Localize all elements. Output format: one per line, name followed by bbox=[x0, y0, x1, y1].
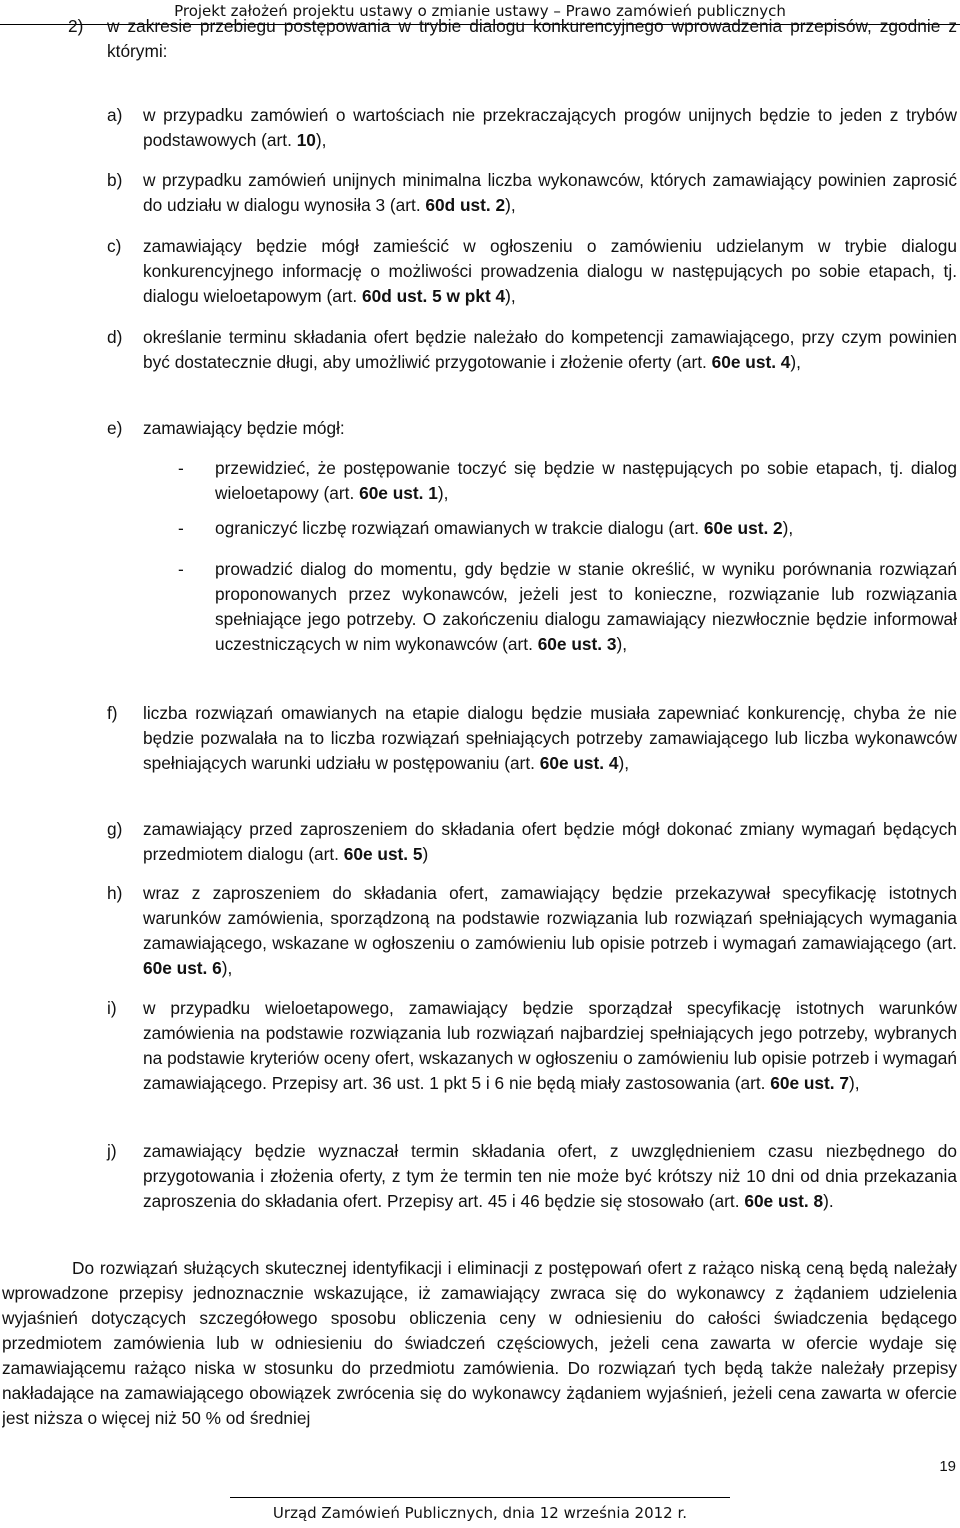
subpoint-2-text: ograniczyć liczbę rozwiązań omawianych w trakcie dialogu (art. 60e ust. 2), bbox=[215, 518, 794, 538]
subpoint-2-marker: - bbox=[178, 518, 184, 538]
subpoint-1-marker: - bbox=[178, 458, 184, 478]
point-b-text: w przypadku zamówień unijnych minimalna liczba wykonawców, których zamawiający powinien zaprosić do udziału w dialogu wynosiła 3 (art. 60d ust. 2), bbox=[143, 170, 957, 215]
point-e-marker: e) bbox=[107, 418, 123, 438]
subpoint-3-text: prowadzić dialog do momentu, gdy będzie w stanie określić, w wyniku porównania rozwiązań proponowanych przez wykonawców, jeżeli jest to konieczne, rozwiązanie lub rozwiązania spełniające jego potrzeby. O zakończeniu dialogu zamawiający niezwłocznie będzie informował uczestniczących w nim wykonawców (art. 60e ust. 3), bbox=[215, 559, 957, 654]
point-j-marker: j) bbox=[107, 1141, 117, 1161]
point-d-text: określanie terminu składania ofert będzie należało do kompetencji zamawiającego, przy czym powinien być dostatecznie długi, aby umożliwić przygotowanie i złożenie oferty (art. 60e ust. 4), bbox=[143, 327, 957, 372]
point-h-marker: h) bbox=[107, 883, 123, 903]
point-c-marker: c) bbox=[107, 236, 122, 256]
point-a-marker: a) bbox=[107, 105, 123, 125]
point-b-marker: b) bbox=[107, 170, 123, 190]
point-c-text: zamawiający będzie mógł zamieścić w ogłoszeniu o zamówieniu udzielanym w trybie dialogu konkurencyjnego informację o możliwości prowadzenia dialogu w następujących po sobie etapach, tj. dialogu wieloetapowym (art. 60d ust. 5 w pkt 4), bbox=[143, 236, 957, 306]
footer-text: Urząd Zamówień Publicznych, dnia 12 września 2012 r. bbox=[272, 1504, 688, 1522]
point-i-marker: i) bbox=[107, 998, 117, 1018]
point-i-text: w przypadku wieloetapowego, zamawiający będzie sporządzał specyfikację istotnych warunków zamówienia na podstawie rozwiązania lub rozwiązań najbardziej spełniających jego potrzeby, wybranych na podstawie kryteriów oceny ofert, wskazanych w ogłoszeniu o zamówieniu lub opisie potrzeb i wymagań zamawiającego. Przepisy art. 36 ust. 1 pkt 5 i 6 nie będą miały zastosowania (art. 60e ust. 7), bbox=[143, 998, 957, 1093]
item-2-marker: 2) bbox=[68, 16, 84, 36]
point-h-text: wraz z zaproszeniem do składania ofert, zamawiający będzie przekazywał specyfikację istotnych warunków zamówienia, sporządzoną na podstawie rozwiązania lub rozwiązań spełniających wymagania zamawiającego, wskazane w ogłoszeniu o zamówieniu lub opisie potrzeb i wymagań zamawiającego (art. 60e ust. 6), bbox=[143, 883, 957, 978]
point-d-marker: d) bbox=[107, 327, 123, 347]
point-a-text: w przypadku zamówień o wartościach nie przekraczających progów unijnych będzie to jeden z trybów podstawowych (art. 10), bbox=[143, 105, 957, 150]
footer-rule bbox=[230, 1497, 730, 1498]
closing-paragraph: Do rozwiązań służących skutecznej identyfikacji i eliminacji z postępowań ofert z rażąco niską ceną będą należały wprowadzone przepisy jednoznacznie wskazujące, iż zamawiający zwraca się do wykonawcy z żądaniem udzielenia wyjaśnień dotyczących szczegółowego sposobu obliczenia ceny w odniesieniu do całości świadczenia będącego przedmiotem zamówienia lub w odniesieniu do świadczeń częściowych, jeżeli cena zawarta w ofercie wydaje się zamawiającemu rażąco niska w stosunku do przedmiotu zamówienia. Do rozwiązań tych będą także należały przepisy nakładające na zamawiającego obowiązek zwrócenia się do wykonawcy żądaniem wyjaśnień, jeżeli cena zawarta w ofercie jest niższa o więcej niż 50 % od średniej bbox=[2, 1258, 957, 1428]
page-number: 19 bbox=[939, 1458, 956, 1475]
subpoint-3-marker: - bbox=[178, 559, 184, 579]
point-f-text: liczba rozwiązań omawianych na etapie dialogu będzie musiała zapewniać konkurencję, chyba że nie będzie pozwalała na to liczba rozwiązań spełniających potrzeby zamawiającego lub liczba wykonawców spełniających warunki udziału w postępowaniu (art. 60e ust. 4), bbox=[143, 703, 957, 773]
point-e-text: zamawiający będzie mógł: bbox=[143, 418, 345, 438]
subpoint-1-text: przewidzieć, że postępowanie toczyć się będzie w następujących po sobie etapach, tj. dialog wieloetapowy (art. 60e ust. 1), bbox=[215, 458, 957, 503]
point-f-marker: f) bbox=[107, 703, 118, 723]
point-j-text: zamawiający będzie wyznaczał termin składania ofert, z uwzględnieniem czasu niezbędnego do przygotowania i złożenia oferty, z tym że termin ten nie może być krótszy niż 10 dni od dnia przekazania zaproszenia do składania ofert. Przepisy art. 45 i 46 będzie się stosowało (art. 60e ust. 8). bbox=[143, 1141, 957, 1211]
running-header: Projekt założeń projektu ustawy o zmianie ustawy – Prawo zamówień publicznych bbox=[174, 2, 786, 20]
point-g-text: zamawiający przed zaproszeniem do składania ofert będzie mógł dokonać zmiany wymagań będących przedmiotem dialogu (art. 60e ust. 5) bbox=[143, 819, 957, 864]
item-2-text: w zakresie przebiegu postępowania w trybie dialogu konkurencyjnego wprowadzenia przepisów, zgodnie z którymi: bbox=[107, 16, 957, 61]
point-g-marker: g) bbox=[107, 819, 123, 839]
